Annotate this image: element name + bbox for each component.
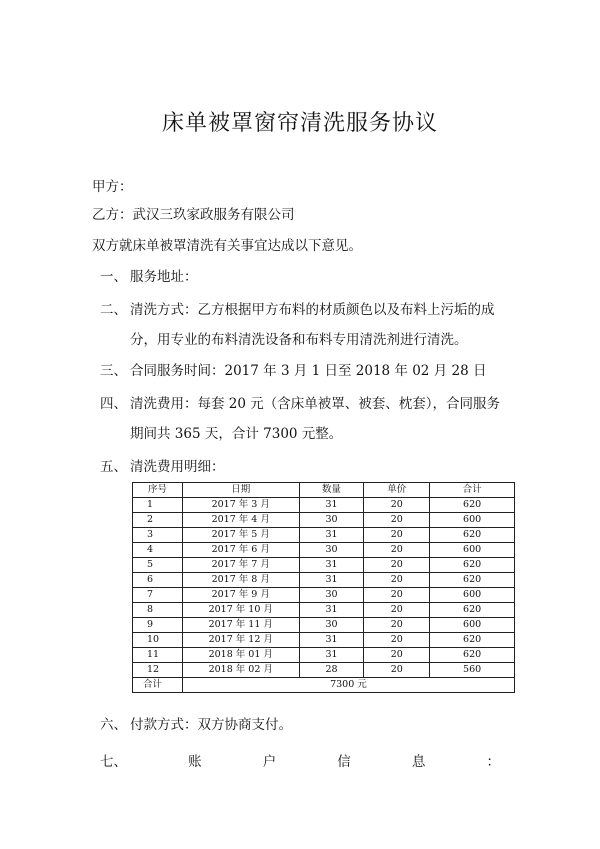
- cell-index: 7: [133, 588, 183, 603]
- section-4-text: 清洗费用：每套 20 元（含床单被罩、被套、枕套），合同服务: [130, 396, 501, 412]
- fee-table: [132, 482, 515, 693]
- section-5: [100, 458, 225, 476]
- section-3-number: 三、: [100, 363, 127, 379]
- cell-date: 2017 年 7 月: [182, 558, 299, 573]
- cell-quantity: 28: [299, 663, 364, 678]
- cell-date: 2017 年 6 月: [182, 543, 299, 558]
- cell-quantity: 31: [299, 603, 364, 618]
- cell-unit-price: 20: [364, 633, 430, 648]
- cell-date: 2018 年 01 月: [182, 648, 299, 663]
- cell-subtotal: 620: [430, 573, 515, 588]
- section-4: [100, 395, 500, 413]
- section-4-number: 四、: [100, 396, 127, 412]
- cell-quantity: 30: [299, 543, 364, 558]
- section-7-char: ：: [486, 754, 500, 770]
- header-quantity: 数量: [299, 483, 364, 498]
- party-a-line: 甲方：: [92, 179, 133, 195]
- section-2-text: 清洗方式：乙方根据甲方布料的材质颜色以及布料上污垢的成: [130, 302, 495, 318]
- cell-subtotal: 600: [430, 618, 515, 633]
- cell-unit-price: 20: [364, 648, 430, 663]
- cell-unit-price: 20: [364, 618, 430, 633]
- cell-unit-price: 20: [364, 663, 430, 678]
- cell-date: 2017 年 8 月: [182, 573, 299, 588]
- cell-quantity: 30: [299, 588, 364, 603]
- cell-date: 2017 年 9 月: [182, 588, 299, 603]
- cell-subtotal: 560: [430, 663, 515, 678]
- cell-subtotal: 600: [430, 588, 515, 603]
- cell-unit-price: 20: [364, 528, 430, 543]
- fee-table-header-row: [133, 483, 515, 498]
- party-b-line: 乙方：武汉三玖家政服务有限公司: [92, 207, 295, 223]
- section-3: [100, 362, 486, 380]
- header-date: 日期: [182, 483, 299, 498]
- section-1: [100, 268, 198, 286]
- cell-index: 9: [133, 618, 183, 633]
- cell-index: 11: [133, 648, 183, 663]
- cell-quantity: 31: [299, 558, 364, 573]
- section-1-number: 一、: [100, 269, 127, 285]
- section-3-text: 合同服务时间：2017 年 3 月 1 日至 2018 年 02 月 28 日: [130, 363, 487, 379]
- table-row: [133, 663, 515, 678]
- table-row: [133, 588, 515, 603]
- table-row: [133, 648, 515, 663]
- cell-date: 2017 年 3 月: [182, 498, 299, 513]
- header-unit-price: 单价: [364, 483, 430, 498]
- section-2-number: 二、: [100, 302, 127, 318]
- cell-index: 1: [133, 498, 183, 513]
- cell-quantity: 30: [299, 513, 364, 528]
- cell-index: 8: [133, 603, 183, 618]
- cell-subtotal: 620: [430, 648, 515, 663]
- cell-unit-price: 20: [364, 543, 430, 558]
- section-7-number: 七、: [100, 754, 127, 770]
- cell-index: 2: [133, 513, 183, 528]
- cell-quantity: 30: [299, 618, 364, 633]
- cell-date: 2017 年 5 月: [182, 528, 299, 543]
- cell-subtotal: 600: [430, 513, 515, 528]
- cell-subtotal: 620: [430, 603, 515, 618]
- cell-date: 2017 年 4 月: [182, 513, 299, 528]
- fee-table-total-row: [133, 678, 515, 693]
- cell-quantity: 31: [299, 498, 364, 513]
- cell-subtotal: 620: [430, 498, 515, 513]
- cell-date: 2018 年 02 月: [182, 663, 299, 678]
- table-row: [133, 543, 515, 558]
- cell-unit-price: 20: [364, 558, 430, 573]
- table-row: [133, 498, 515, 513]
- cell-subtotal: 620: [430, 528, 515, 543]
- section-1-text: 服务地址：: [130, 269, 198, 285]
- cell-unit-price: 20: [364, 513, 430, 528]
- cell-quantity: 31: [299, 633, 364, 648]
- cell-quantity: 31: [299, 648, 364, 663]
- intro-line: 双方就床单被罩清洗有关事宜达成以下意见。: [92, 238, 362, 254]
- table-row: [133, 558, 515, 573]
- cell-subtotal: 600: [430, 543, 515, 558]
- section-7-char: 账: [188, 754, 202, 770]
- table-row: [133, 603, 515, 618]
- cell-index: 5: [133, 558, 183, 573]
- cell-date: 2017 年 10 月: [182, 603, 299, 618]
- cell-index: 10: [133, 633, 183, 648]
- section-5-number: 五、: [100, 459, 127, 475]
- cell-quantity: 31: [299, 528, 364, 543]
- header-subtotal: 合计: [430, 483, 515, 498]
- section-6: [100, 716, 292, 734]
- total-value: 7300 元: [182, 678, 514, 693]
- section-5-text: 清洗费用明细：: [130, 459, 225, 475]
- section-7-char: 息: [411, 754, 426, 770]
- cell-subtotal: 620: [430, 558, 515, 573]
- section-6-number: 六、: [100, 717, 127, 733]
- cell-unit-price: 20: [364, 573, 430, 588]
- section-7: [100, 750, 500, 770]
- table-row: [133, 513, 515, 528]
- table-row: [133, 618, 515, 633]
- cell-subtotal: 620: [430, 633, 515, 648]
- section-2: [100, 301, 495, 319]
- cell-unit-price: 20: [364, 588, 430, 603]
- section-7-char: 户: [262, 754, 277, 770]
- cell-date: 2017 年 11 月: [182, 618, 299, 633]
- cell-index: 3: [133, 528, 183, 543]
- cell-index: 4: [133, 543, 183, 558]
- table-row: [133, 573, 515, 588]
- table-row: [133, 633, 515, 648]
- cell-unit-price: 20: [364, 498, 430, 513]
- page-title: 床单被罩窗帘清洗服务协议: [161, 111, 438, 136]
- cell-unit-price: 20: [364, 603, 430, 618]
- cell-quantity: 31: [299, 573, 364, 588]
- table-row: [133, 528, 515, 543]
- total-label: 合计: [133, 678, 183, 693]
- header-index: 序号: [133, 483, 183, 498]
- cell-index: 6: [133, 573, 183, 588]
- section-4-continuation: 期间共 365 天，合计 7300 元整。: [130, 426, 343, 442]
- section-2-continuation: 分，用专业的布料清洗设备和布料专用清洗剂进行清洗。: [130, 332, 468, 348]
- cell-date: 2017 年 12 月: [182, 633, 299, 648]
- section-6-text: 付款方式：双方协商支付。: [130, 717, 292, 733]
- cell-index: 12: [133, 663, 183, 678]
- section-7-char: 信: [337, 754, 351, 770]
